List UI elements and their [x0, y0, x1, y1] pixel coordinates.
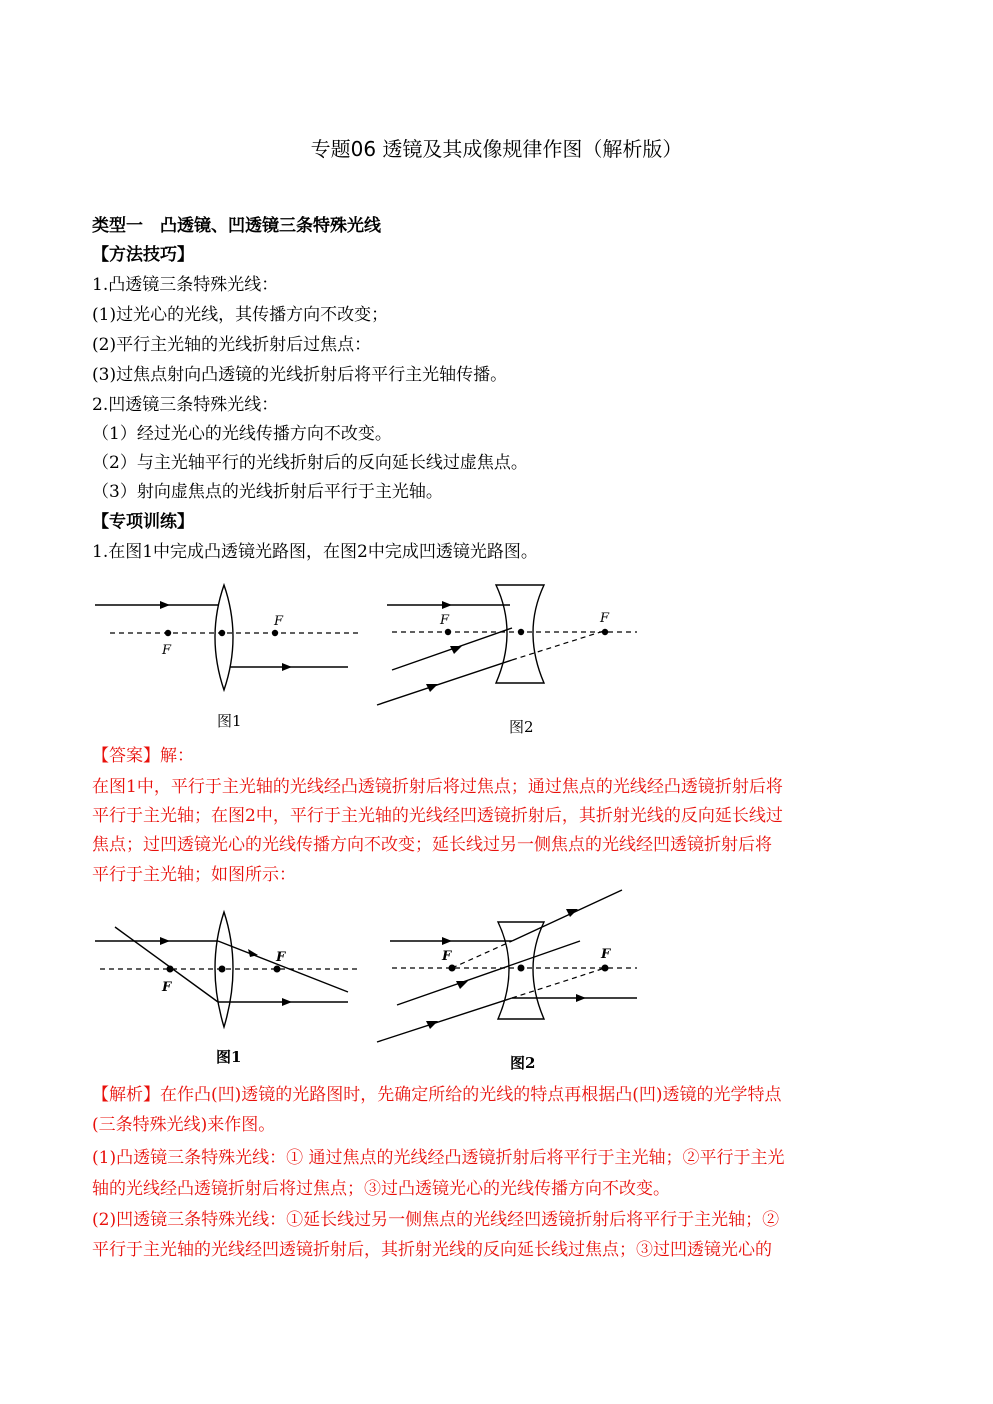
- answer-line: 在图1中，平行于主光轴的光线经凸透镜折射后将过焦点；通过焦点的光线经凸透镜折射后将: [92, 777, 783, 797]
- question-text: 1.在图1中完成凸透镜光路图，在图2中完成凹透镜光路图。: [92, 542, 538, 562]
- answer-label: 【答案】解：: [92, 746, 194, 766]
- arrow-icon: [282, 998, 292, 1006]
- convex-lens: [215, 585, 233, 690]
- method-line: (2)平行主光轴的光线折射后过焦点：: [92, 335, 372, 355]
- question-figure-2: [372, 580, 642, 710]
- method-line: 1.凸透镜三条特殊光线：: [92, 275, 279, 295]
- analysis-line: 【解析】在作凸(凹)透镜的光路图时，先确定所给的光线的特点再根据凸(凹)透镜的光学特点: [92, 1085, 782, 1105]
- method-line: （2）与主光轴平行的光线折射后的反向延长线过虚焦点。: [92, 453, 528, 473]
- arrow-icon: [450, 646, 462, 654]
- method-line: (3)过焦点射向凸透镜的光线折射后将平行主光轴传播。: [92, 365, 508, 385]
- focus-label: F: [162, 643, 172, 658]
- analysis-line: 轴的光线经凸透镜折射后将过焦点；③过凸透镜光心的光线传播方向不改变。: [92, 1179, 670, 1199]
- focus-point-left: [449, 965, 456, 972]
- arrow-icon: [442, 937, 452, 945]
- figure-caption: 图2: [509, 718, 534, 736]
- arrow-icon: [282, 663, 292, 671]
- focus-label: F: [276, 950, 286, 965]
- optical-center: [219, 630, 225, 636]
- focus-label: F: [442, 949, 452, 964]
- refracted-ray-diverging: [512, 890, 622, 941]
- optical-center: [219, 966, 226, 973]
- figure-caption: 图1: [217, 712, 242, 730]
- focus-point-right: [272, 630, 278, 636]
- focus-point-right: [602, 629, 608, 635]
- focus-point-left: [165, 630, 171, 636]
- focus-point-right: [274, 966, 281, 973]
- focus-point-left: [445, 629, 451, 635]
- method-line: 2.凹透镜三条特殊光线：: [92, 395, 279, 415]
- arrow-icon: [442, 601, 452, 609]
- method-line: （3）射向虚焦点的光线折射后平行于主光轴。: [92, 482, 443, 502]
- method-line: (1)过光心的光线，其传播方向不改变；: [92, 305, 389, 325]
- extension-line: [512, 968, 605, 998]
- refracted-ray-focus: [218, 941, 348, 992]
- focus-label: F: [440, 613, 450, 628]
- focus-label: F: [274, 614, 284, 629]
- answer-line: 平行于主光轴；在图2中，平行于主光轴的光线经凹透镜折射后，其折射光线的反向延长线过: [92, 806, 783, 826]
- method-heading: 【方法技巧】: [92, 245, 194, 265]
- analysis-line: (三条特殊光线)来作图。: [92, 1115, 276, 1135]
- ray-through-center: [397, 941, 580, 1005]
- focus-label: F: [162, 980, 172, 995]
- answer-figure-2: [372, 885, 642, 1050]
- reverse-extension: [452, 941, 512, 968]
- section-heading: 类型一 凸透镜、凹透镜三条特殊光线: [92, 216, 381, 236]
- arrow-icon: [456, 981, 468, 989]
- optical-center: [518, 965, 525, 972]
- extension-line: [512, 630, 607, 660]
- focus-point-right: [602, 965, 609, 972]
- figure-caption: 图2: [510, 1054, 536, 1072]
- training-heading: 【专项训练】: [92, 512, 194, 532]
- arrow-icon: [576, 994, 586, 1002]
- focus-label: F: [600, 611, 610, 626]
- analysis-line: 平行于主光轴的光线经凹透镜折射后，其折射光线的反向延长线过焦点；③过凹透镜光心的: [92, 1240, 772, 1260]
- answer-line: 焦点；过凹透镜光心的光线传播方向不改变；延长线过另一侧焦点的光线经凹透镜折射后将: [92, 835, 772, 855]
- arrow-icon: [160, 937, 170, 945]
- analysis-line: (1)凸透镜三条特殊光线：① 通过焦点的光线经凸透镜折射后将平行于主光轴；②平行于主光: [92, 1148, 785, 1168]
- page-title: 专题06 透镜及其成像规律作图（解析版）: [310, 137, 683, 161]
- arrow-icon: [160, 601, 170, 609]
- focus-label: F: [601, 947, 611, 962]
- answer-line: 平行于主光轴；如图所示：: [92, 865, 296, 885]
- method-line: （1）经过光心的光线传播方向不改变。: [92, 424, 392, 444]
- incident-ray-focus: [377, 660, 512, 705]
- figure-caption: 图1: [216, 1048, 242, 1066]
- optical-center: [518, 629, 524, 635]
- analysis-line: (2)凹透镜三条特殊光线：①延长线过另一侧焦点的光线经凹透镜折射后将平行于主光轴；②: [92, 1210, 780, 1230]
- focus-point-left: [167, 966, 174, 973]
